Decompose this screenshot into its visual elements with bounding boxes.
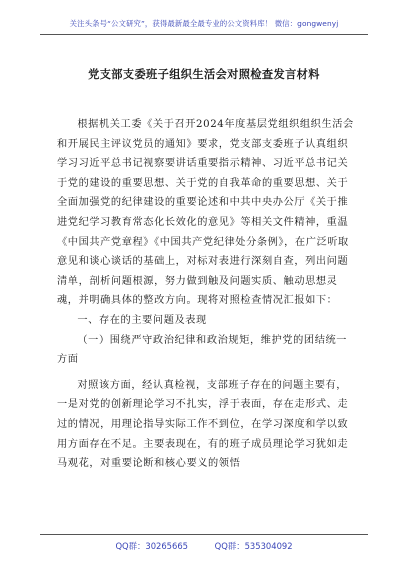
footer-qq-group-1: QQ群：30265665 [115,541,188,551]
footer [0,540,408,552]
footer-qq-group-2: QQ群：535304092 [214,541,293,551]
header-divider [40,34,368,35]
footer-divider [40,534,368,535]
header-notice: 关注头条号“公文研究”，获得最新最全最专业的公文资料库！ 微信：gongwenyj [69,19,339,28]
document-title: 党支部支委班子组织生活会对照检查发言材料 [88,68,320,81]
section-heading: 一、存在的主要问题及表现 [77,314,207,326]
document-body [57,115,355,474]
body-paragraph: 对照该方面，经认真检视，支部班子存在的问题主要有，一是对党的创新理论学习不扎实，浮于表面，存在走形式、走过的情况，用理论指导实际工作不到位，在学习深度和学以致用方面存在不足。主要表现在，有的班子成员理论学习犹如走马观花，对重要论断和核心要义的领悟 [57,379,349,470]
intro-paragraph: 根据机关工委《关于召开2024年度基层党组织组织生活会和开展民主评议党员的通知》要求，党支部支委班子认真组织学习习近平总书记视察要讲话重要指示精神、习近平总书记关于党的建设的重要思想、关于党的自我革命的重要思想、关于全面加强党的纪律建设的重要论述和中共中央办公厅《关于推进党纪学习教育常态化长效化的意见》等相关文件精神，重温《中国共产党章程》《中国共产党纪律处分条例》，在广泛听取意见和谈心谈话的基础上，对标对表进行深刻自查，列出问题清单，剖析问题根源，努力做到触及问题实质、触动思想灵魂，并明确具体的整改方向。现将对照检查情况汇报如下： [57,119,354,307]
subsection-heading: （一）围绕严守政治纪律和政治规矩，维护党的团结统一方面 [57,334,348,366]
